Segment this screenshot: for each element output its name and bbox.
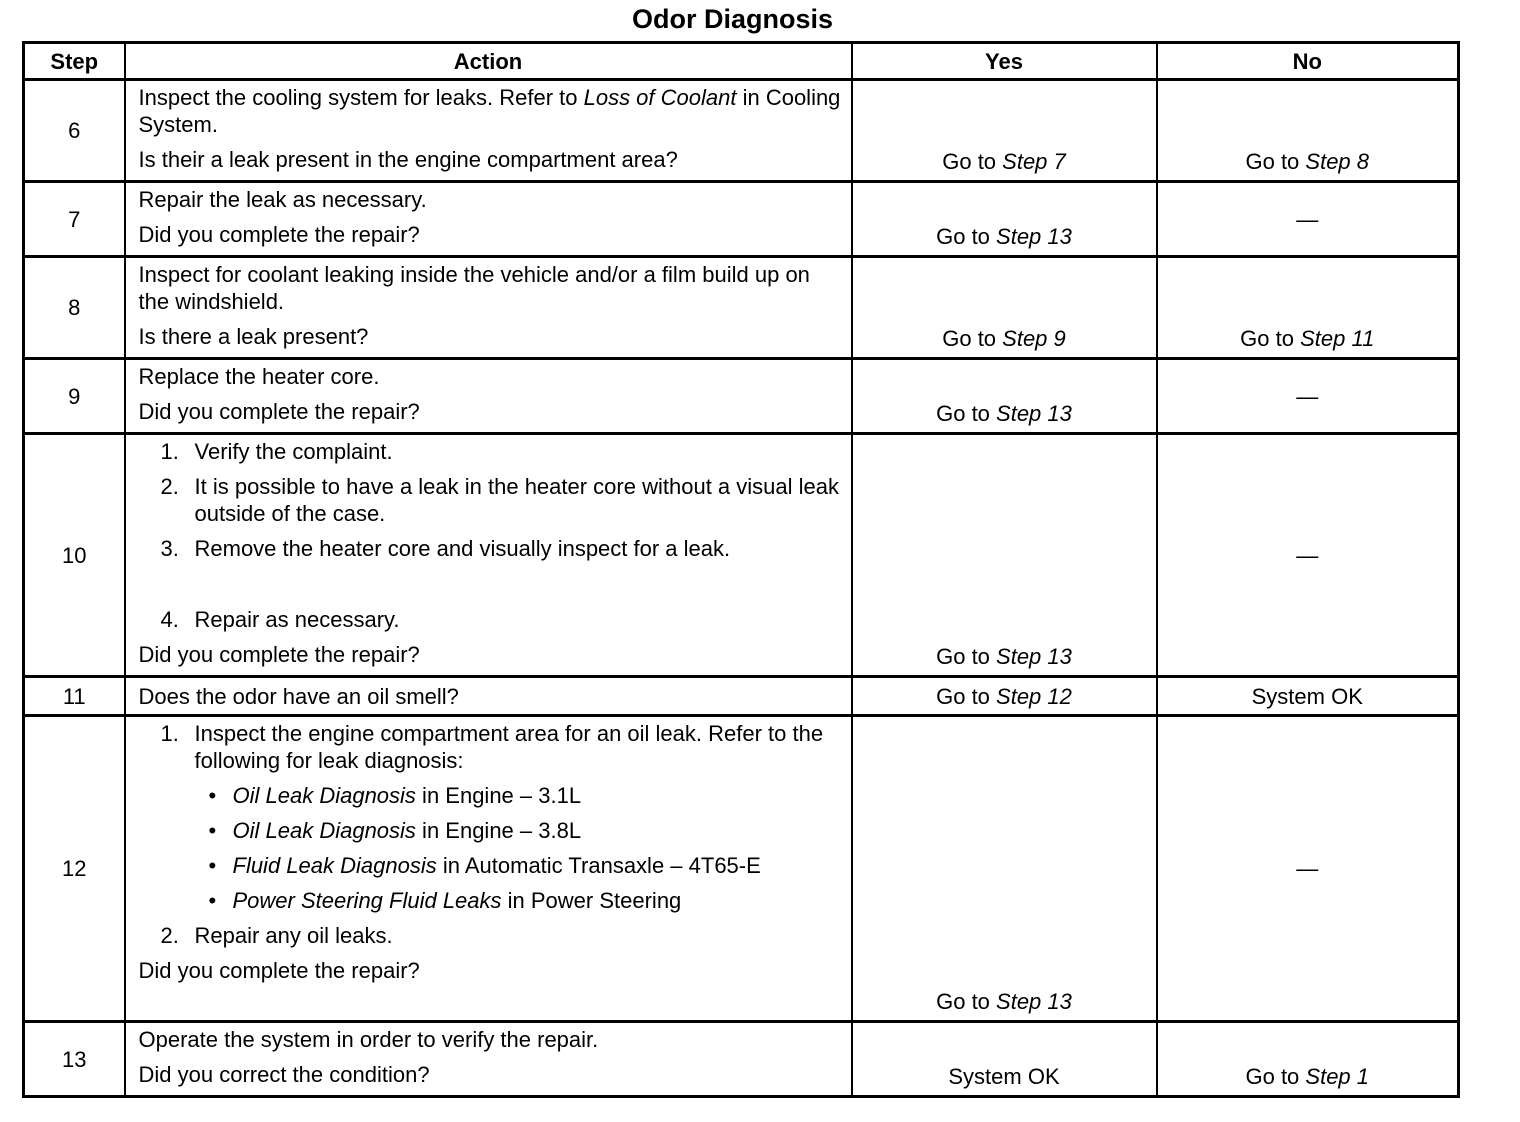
step-link[interactable]: Step 13: [996, 644, 1072, 669]
table-row: [24, 677, 1459, 716]
action-question: Does the odor have an oil smell?: [138, 683, 459, 709]
action-cell: [125, 257, 852, 359]
bullet-item: • Fluid Leak Diagnosis in Automatic Transaxle – 4T65-E: [208, 853, 761, 878]
action-cell: [125, 359, 852, 434]
step-link[interactable]: Step 11: [1300, 326, 1375, 351]
header-yes: Yes: [852, 43, 1157, 80]
list-item: 1. Inspect the engine compartment area for an oil leak. Refer to the following for leak diagnosis: • Oil Leak Diagnosis in Engine – 3.1L • Oil Leak Diagnosis in Engine – 3.8L • Fluid Leak Diagnosis in Automatic Transaxle – 4T65-E • Power Steering Fluid Leaks in Power Steering: [139, 720, 841, 914]
list-item: 1. Verify the complaint.: [160, 439, 393, 464]
step-link[interactable]: Step 13: [996, 401, 1072, 426]
step-number: 7: [24, 182, 125, 257]
yes-cell: Go to Step 13: [852, 716, 1157, 1022]
action-cell: [125, 716, 852, 1022]
step-number: 12: [24, 716, 125, 1022]
action-instruction: Operate the system in order to verify the repair.: [138, 1027, 599, 1052]
step-number: 9: [24, 359, 125, 434]
list-item: 4. Repair as necessary.: [160, 607, 400, 632]
action-cell: [125, 677, 852, 716]
reference-link[interactable]: Oil Leak Diagnosis: [232, 818, 416, 843]
yes-cell: Go to Step 13: [852, 434, 1157, 677]
bullet-list: [195, 782, 841, 914]
reference-link[interactable]: Oil Leak Diagnosis: [232, 783, 416, 808]
table-row: [24, 80, 1459, 182]
no-cell: Go to Step 8: [1157, 80, 1459, 182]
action-cell: [125, 182, 852, 257]
step-number: 8: [24, 257, 125, 359]
action-question: Is there a leak present?: [138, 324, 369, 349]
action-instruction: Repair the leak as necessary.: [138, 187, 427, 212]
action-cell: [125, 80, 852, 182]
reference-link[interactable]: Fluid Leak Diagnosis: [232, 853, 437, 878]
step-link[interactable]: Step 13: [996, 224, 1072, 249]
bullet-item: • Power Steering Fluid Leaks in Power Steering: [208, 888, 682, 913]
action-instruction: Inspect for coolant leaking inside the vehicle and/or a film build up on the windshield.: [138, 262, 810, 314]
no-cell: —: [1157, 434, 1459, 677]
list-spacer: [139, 570, 841, 598]
action-question: Did you complete the repair?: [138, 958, 420, 983]
step-number: 10: [24, 434, 125, 677]
yes-cell: System OK: [852, 1022, 1157, 1097]
page-title: Odor Diagnosis: [631, 4, 834, 34]
no-cell: —: [1157, 182, 1459, 257]
yes-cell: Go to Step 13: [852, 182, 1157, 257]
action-cell: [125, 1022, 852, 1097]
numbered-list: [139, 720, 841, 949]
yes-cell: Go to Step 13: [852, 359, 1157, 434]
reference-link[interactable]: Loss of Coolant: [583, 85, 737, 110]
yes-cell: Go to Step 12: [852, 677, 1157, 716]
no-cell: —: [1157, 716, 1459, 1022]
list-item: 3. Remove the heater core and visually inspect for a leak.: [160, 536, 731, 561]
bullet-icon: •: [208, 818, 217, 843]
header-action: Action: [125, 43, 852, 80]
yes-cell: Go to Step 7: [852, 80, 1157, 182]
step-link[interactable]: Step 7: [1002, 149, 1066, 174]
step-link[interactable]: Step 8: [1305, 149, 1370, 174]
reference-link[interactable]: Power Steering Fluid Leaks: [232, 888, 502, 913]
action-question: Did you complete the repair?: [138, 222, 420, 247]
list-item: 2. Repair any oil leaks.: [160, 923, 393, 948]
diagnosis-table: [22, 41, 1460, 1098]
bullet-item: • Oil Leak Diagnosis in Engine – 3.1L: [208, 783, 582, 808]
action-question: Did you complete the repair?: [138, 399, 420, 424]
step-link[interactable]: Step 12: [996, 683, 1072, 709]
yes-cell: Go to Step 9: [852, 257, 1157, 359]
header-step: Step: [24, 43, 125, 80]
step-number: 13: [24, 1022, 125, 1097]
bullet-item: • Oil Leak Diagnosis in Engine – 3.8L: [208, 818, 582, 843]
step-number: 6: [24, 80, 125, 182]
no-cell: System OK: [1157, 677, 1459, 716]
no-cell: Go to Step 1: [1157, 1022, 1459, 1097]
table-row: [24, 434, 1459, 677]
no-cell: Go to Step 11: [1157, 257, 1459, 359]
list-item: 2. It is possible to have a leak in the heater core without a visual leak outside of the case.: [160, 474, 839, 526]
step-link[interactable]: Step 1: [1305, 1064, 1370, 1089]
action-question: Did you complete the repair?: [138, 642, 420, 667]
header-no: No: [1157, 43, 1459, 80]
header-row: [24, 43, 1459, 80]
numbered-list: [139, 438, 841, 633]
action-cell: [125, 434, 852, 677]
table-row: [24, 716, 1459, 1022]
step-link[interactable]: Step 9: [1002, 326, 1066, 351]
table-row: [24, 182, 1459, 257]
action-instruction: Replace the heater core.: [138, 364, 380, 389]
bullet-icon: •: [208, 783, 217, 808]
action-question: Is their a leak present in the engine compartment area?: [138, 147, 678, 172]
action-question: Did you correct the condition?: [138, 1062, 430, 1087]
table-row: [24, 359, 1459, 434]
table-row: [24, 1022, 1459, 1097]
step-link[interactable]: Step 13: [996, 989, 1072, 1014]
step-number: 11: [24, 677, 125, 716]
action-instruction: Inspect the cooling system for leaks. Refer to Loss of Coolant in Cooling System.: [138, 85, 841, 137]
bullet-icon: •: [208, 853, 217, 878]
no-cell: —: [1157, 359, 1459, 434]
bullet-icon: •: [208, 888, 217, 913]
table-row: [24, 257, 1459, 359]
